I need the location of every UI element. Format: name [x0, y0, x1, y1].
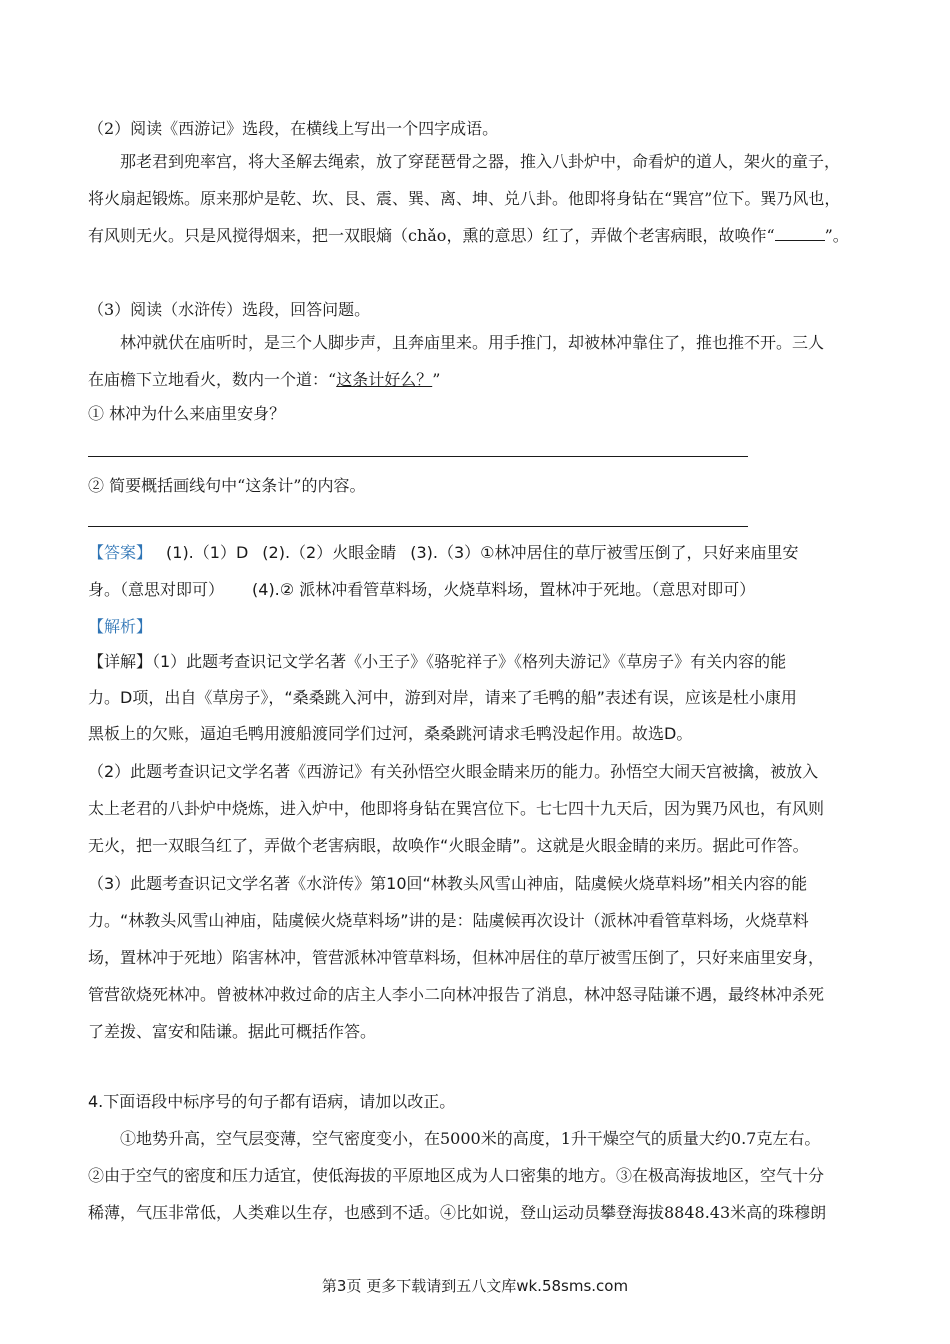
q2-passage-line-2: 将火扇起锻炼。原来那炉是乾、坎、艮、震、巽、离、坤、兑八卦。他即将身钻在“巽宫”位下。巽乃风也， — [88, 189, 841, 208]
underlined-sentence: 这条计好么？ — [336, 370, 433, 389]
q2-passage-text: 有风则无火。只是风搅得烟来，把一双眼熵（chǎo，熏的意思）红了，弄做个老害病眼，故唤作“ — [88, 226, 775, 245]
analysis-line: 力。“林教头风雪山神庙，陆虞候火烧草料场”讲的是：陆虞候再次设计（派林冲看管草料场，火烧草料 — [88, 911, 809, 930]
analysis-line: 力。D项，出自《草房子》，“桑桑跳入河中，游到对岸，请来了毛鸭的船”表述有误，应该是杜小康用 — [88, 688, 797, 707]
q3-passage-line-2 — [88, 368, 440, 392]
analysis-line: 管营欲烧死林冲。曾被林冲救过命的店主人李小二向林冲报告了消息，林冲怒寻陆谦不遇，最终林冲杀死 — [88, 985, 825, 1004]
analysis-line: （3）此题考查识记文学名著《水浒传》第10回“林教头风雪山神庙，陆虞候火烧草料场”相关内容的能 — [88, 874, 808, 893]
answer-1: (1).（1）D — [166, 543, 249, 562]
analysis-tag: 【解析】 — [88, 617, 153, 636]
q3-prompt: （3）阅读（水浒传）选段，回答问题。 — [88, 300, 371, 319]
analysis-line: 太上老君的八卦炉中烧炼，进入炉中，他即将身钻在巽宫位下。七七四十九天后，因为巽乃风也，有风则 — [88, 799, 825, 818]
analysis-line: 了差拨、富安和陆谦。据此可概括作答。 — [88, 1022, 377, 1041]
q4-passage-line-1: ①地势升高，空气层变薄，空气密度变小，在5000米的高度，1升干燥空气的质量大约0.7克左右。 — [120, 1129, 821, 1148]
answer-3-cont: 身。（意思对即可） — [88, 580, 225, 599]
q3-sub-question-2: ② 简要概括画线句中“这条计”的内容。 — [88, 476, 366, 495]
analysis-line: 【详解】（1）此题考查识记文学名著《小王子》《骆驼祥子》《格列夫游记》《草房子》有关内容的能 — [88, 652, 787, 671]
answer-tag: 【答案】 — [88, 543, 153, 562]
q3-passage-close: ” — [432, 370, 441, 389]
answer-line-cont — [88, 578, 755, 602]
q2-passage-close: ”。 — [824, 226, 849, 245]
q3-sub-question-1: ① 林冲为什么来庙里安身？ — [88, 404, 286, 423]
q3-passage-text: 在庙檐下立地看火，数内一个道：“ — [88, 370, 337, 389]
q4-prompt: 4.下面语段中标序号的句子都有语病，请加以改正。 — [88, 1092, 456, 1111]
q4-passage-line-3: 稀薄，气压非常低，人类难以生存，也感到不适。④比如说，登山运动员攀登海拔8848.43米高的珠穆朗 — [88, 1203, 827, 1222]
page-footer: 第3页 更多下载请到五八文库wk.58sms.com — [321, 1277, 629, 1295]
answer-line — [88, 541, 799, 565]
q2-passage-line-1: 那老君到兜率宫，将大圣解去绳索，放了穿琵琶骨之器，推入八卦炉中，命看炉的道人，架火的童子， — [120, 152, 841, 171]
answer-blank — [775, 226, 825, 241]
answer-4: (4).② 派林冲看管草料场，火烧草料场，置林冲于死地。（意思对即可） — [252, 580, 756, 599]
answer-2: (2).（2）火眼金睛 — [262, 543, 397, 562]
analysis-line: 无火，把一双眼刍红了，弄做个老害病眼，故唤作“火眼金睛”。这就是火眼金睛的来历。据此可作答。 — [88, 836, 809, 855]
q2-prompt: （2）阅读《西游记》选段，在横线上写出一个四字成语。 — [88, 119, 499, 138]
q4-passage-line-2: ②由于空气的密度和压力适宜，使低海拔的平原地区成为人口密集的地方。③在极高海拔地区，空气十分 — [88, 1166, 825, 1185]
answer-3: (3).（3）①林冲居住的草厅被雪压倒了，只好来庙里安 — [410, 543, 799, 562]
q3-passage-line-1: 林冲就伏在庙听时，是三个人脚步声，且奔庙里来。用手推门，却被林冲靠住了，推也推不开。三人 — [120, 333, 825, 352]
analysis-line: 场，置林冲于死地）陷害林冲，管营派林冲管草料场，但林冲居住的草厅被雪压倒了，只好来庙里安身， — [88, 948, 825, 967]
answer-line-2 — [88, 526, 748, 527]
analysis-line: 黑板上的欠账，逼迫毛鸭用渡船渡同学们过河，桑桑跳河请求毛鸭没起作用。故选D。 — [88, 724, 693, 743]
analysis-line: （2）此题考查识记文学名著《西游记》有关孙悟空火眼金睛来历的能力。孙悟空大闹天宫被擒，被放入 — [88, 762, 819, 781]
answer-line-1 — [88, 456, 748, 457]
q2-passage-line-3 — [88, 224, 849, 248]
